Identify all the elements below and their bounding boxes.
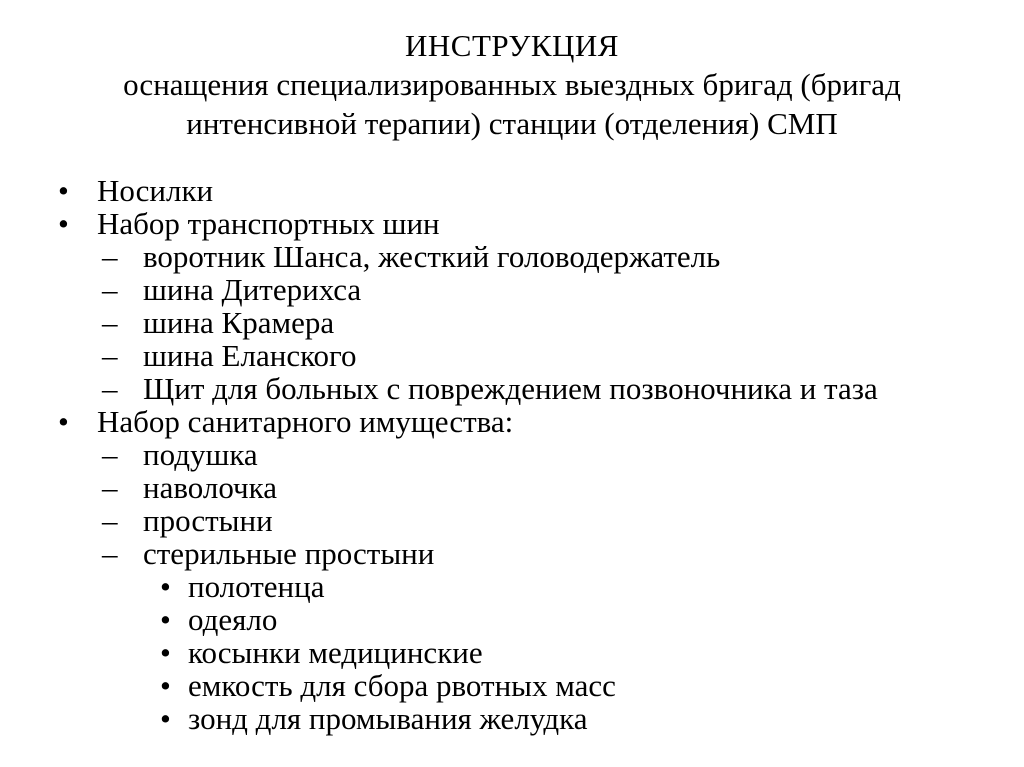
list-subitem-text: наволочка [143, 470, 277, 505]
page-title: ИНСТРУКЦИЯ [405, 28, 619, 63]
list-subitem-text: Щит для больных с повреждением позвоночника и таза [143, 371, 878, 406]
list-subsubitem-text: косынки медицинские [188, 635, 483, 670]
bullet-marker: • [160, 701, 171, 736]
list-item [0, 405, 1024, 438]
list-subitem-text: шина Еланского [143, 338, 357, 373]
list-subsubitem-text: полотенца [188, 569, 325, 604]
page-subtitle-line-2: интенсивной терапии) станции (отделения) СМП [186, 106, 838, 141]
list-subsubitem [0, 669, 1024, 702]
dash-marker: – [102, 305, 118, 340]
list-item [0, 207, 1024, 240]
list-subitem [0, 240, 1024, 273]
list-subitem-text: шина Крамера [143, 305, 335, 340]
list-subitem [0, 273, 1024, 306]
equipment-list [0, 174, 1024, 735]
dash-marker: – [102, 437, 118, 472]
list-subitem [0, 306, 1024, 339]
list-subsubitem-text: зонд для промывания желудка [188, 701, 588, 736]
list-subitem [0, 504, 1024, 537]
list-subitem [0, 339, 1024, 372]
list-subitem [0, 471, 1024, 504]
list-item-text: Носилки [97, 173, 214, 208]
list-subitem-text: шина Дитерихса [143, 272, 362, 307]
list-item [0, 174, 1024, 207]
bullet-marker: • [58, 206, 69, 241]
list-subsubitem [0, 636, 1024, 669]
bullet-marker: • [58, 173, 69, 208]
list-subitem-text: простыни [143, 503, 273, 538]
bullet-marker: • [160, 602, 171, 637]
list-subitem-text: подушка [143, 437, 258, 472]
list-subitem-text: стерильные простыни [143, 536, 435, 571]
bullet-marker: • [160, 668, 171, 703]
list-subsubitem [0, 570, 1024, 603]
dash-marker: – [102, 239, 118, 274]
list-subsubitem-text: емкость для сбора рвотных масс [188, 668, 616, 703]
page-subtitle-line-1: оснащения специализированных выездных бригад (бригад [123, 67, 901, 102]
list-subitem [0, 537, 1024, 570]
dash-marker: – [102, 470, 118, 505]
dash-marker: – [102, 371, 118, 406]
list-subsubitem [0, 702, 1024, 735]
dash-marker: – [102, 272, 118, 307]
title-block [0, 26, 1024, 143]
list-subsubitem-text: одеяло [188, 602, 278, 637]
dash-marker: – [102, 338, 118, 373]
list-item-text: Набор санитарного имущества: [97, 404, 514, 439]
list-subsubitem [0, 603, 1024, 636]
list-subitem [0, 438, 1024, 471]
bullet-marker: • [58, 404, 69, 439]
list-subitem [0, 372, 1024, 405]
list-subitem-text: воротник Шанса, жесткий головодержатель [143, 239, 721, 274]
bullet-marker: • [160, 569, 171, 604]
dash-marker: – [102, 503, 118, 538]
list-item-text: Набор транспортных шин [97, 206, 440, 241]
dash-marker: – [102, 536, 118, 571]
bullet-marker: • [160, 635, 171, 670]
